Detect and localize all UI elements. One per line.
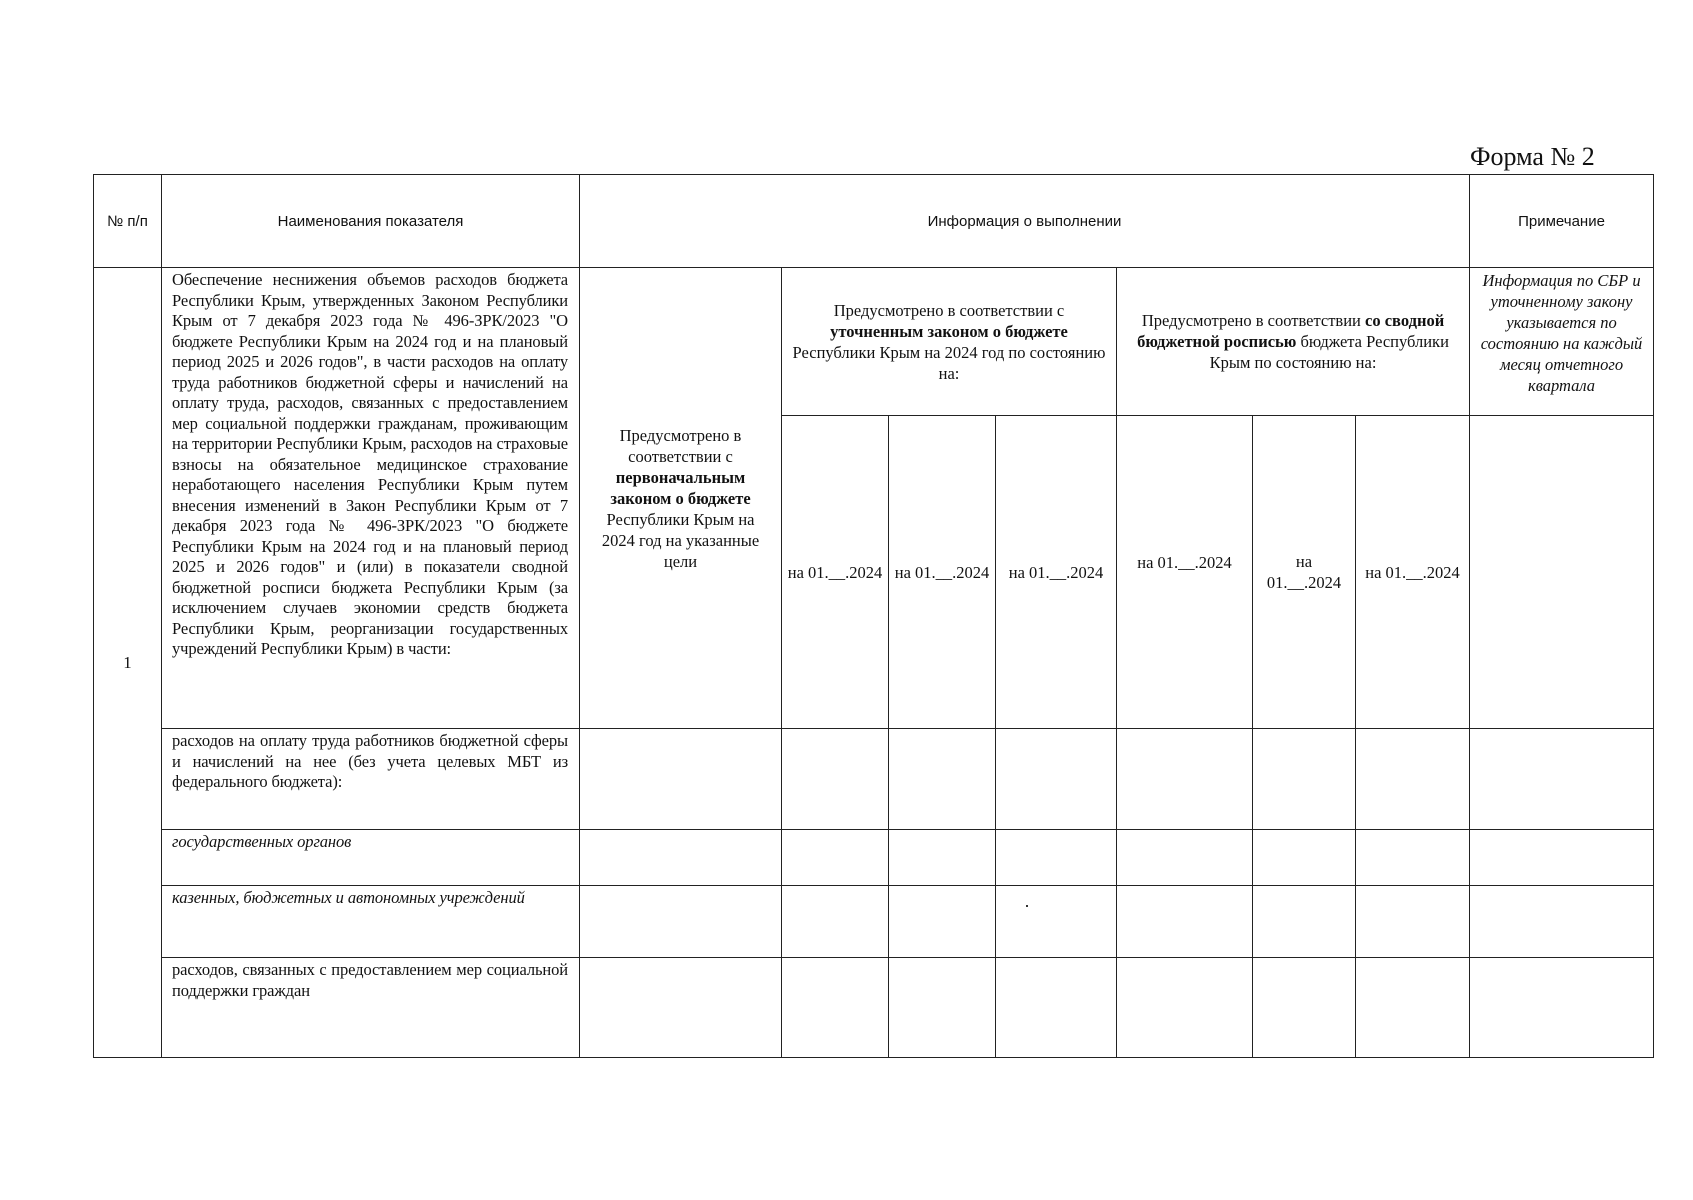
empty-cell [1117, 729, 1253, 830]
indicator-main: Обеспечение неснижения объемов расходов бюджета Республики Крым, утвержденных Законом Республики Крым от 7 декабря 2023 года № 496-ЗРК/2023 "О бюджете Республики Крым на 2024 год и на плановый период 2025 и 2026 годов", в части расходов на оплату труда работников бюджетной сферы и начислений на оплату труда, расходов, связанных с предоставлением мер социальной поддержки гражданам, проживающим на территории Республики Крым, расходов на страховые взносы на обязательное медицинское страхование неработающего населения Республики Крым путем внесения изменений в Закон Республики Крым от 7 декабря 2023 года № 496-ЗРК/2023 "О бюджете Республики Крым на 2024 год и на плановый период 2025 и 2026 годов" и (или) в показатели сводной бюджетной росписи бюджета Республики Крым (за исключением случаев экономии средств бюджета Республики Крым, реорганизации государственных учреждений Республики Крым) в части: [162, 268, 580, 729]
original-law-cell [580, 268, 782, 729]
empty-cell [1253, 958, 1356, 1058]
original-law-post: Республики Крым на 2024 год на указанные цели [601, 509, 760, 571]
table-row [94, 729, 1654, 830]
consolidated-pre: Предусмотрено в соответствии [1141, 311, 1361, 330]
empty-cell [996, 729, 1117, 830]
amended-law-post: Республики Крым на 2024 год по состоянию на: [792, 342, 1106, 383]
empty-cell [1470, 958, 1654, 1058]
consolidated-header [1117, 268, 1470, 416]
empty-cell [580, 729, 782, 830]
header-row [94, 175, 1654, 268]
empty-cell [996, 886, 1117, 958]
empty-cell [1117, 886, 1253, 958]
empty-note-cell [1470, 416, 1654, 729]
table-row [94, 886, 1654, 958]
header-indicator: Наименования показателя [162, 175, 580, 268]
empty-cell [580, 886, 782, 958]
empty-cell [1356, 958, 1470, 1058]
empty-cell [889, 958, 996, 1058]
header-info: Информация о выполнении [580, 175, 1470, 268]
empty-cell [1253, 830, 1356, 886]
header-note: Примечание [1470, 175, 1654, 268]
note-cell: Информация по СБР и уточненному закону указывается по состоянию на каждый месяц отчетного квартала [1470, 268, 1654, 416]
row-number: 1 [94, 268, 162, 1058]
empty-cell [782, 830, 889, 886]
table-row [94, 830, 1654, 886]
empty-cell [1470, 830, 1654, 886]
date-amended-1: на 01.__.2024 [782, 416, 889, 729]
empty-cell [889, 729, 996, 830]
consolidated-bold: со сводной бюджетной росписью [1137, 311, 1445, 351]
empty-cell [996, 830, 1117, 886]
date-amended-2: на 01.__.2024 [889, 416, 996, 729]
date-amended-3: на 01.__.2024 [996, 416, 1117, 729]
empty-cell [1253, 729, 1356, 830]
empty-cell [580, 830, 782, 886]
empty-cell [782, 886, 889, 958]
consolidated-post: бюджета Республики Крым по состоянию на: [1209, 332, 1449, 372]
scan-dot [1026, 905, 1028, 907]
table-row [94, 958, 1654, 1058]
empty-cell [1470, 729, 1654, 830]
empty-cell [782, 958, 889, 1058]
empty-cell [1117, 830, 1253, 886]
form-number-label: Форма № 2 [1470, 142, 1595, 171]
empty-cell [889, 830, 996, 886]
header-num: № п/п [94, 175, 162, 268]
amended-law-bold: уточненным законом о бюджете [830, 321, 1068, 341]
report-table [93, 174, 1654, 1058]
empty-cell [1356, 729, 1470, 830]
empty-cell [996, 958, 1117, 1058]
empty-cell [1253, 886, 1356, 958]
group-header-row [94, 268, 1654, 416]
empty-cell [1470, 886, 1654, 958]
empty-cell [1356, 886, 1470, 958]
empty-cell [1356, 830, 1470, 886]
empty-cell [782, 729, 889, 830]
original-law-pre: Предусмотрено в соответствии с [619, 425, 742, 466]
sub-row-label: государственных органов [162, 830, 580, 886]
empty-cell [889, 886, 996, 958]
sub-row-label: расходов на оплату труда работников бюджетной сферы и начислений на нее (без учета целевых МБТ из федерального бюджета): [162, 729, 580, 830]
original-law-bold: первоначальным законом о бюджете [610, 467, 751, 508]
date-consolidated-2: на 01.__.2024 [1253, 416, 1356, 729]
sub-row-label: казенных, бюджетных и автономных учреждений [162, 886, 580, 958]
amended-law-header [782, 268, 1117, 416]
date-consolidated-1: на 01.__.2024 [1117, 416, 1253, 729]
date-consolidated-3: на 01.__.2024 [1356, 416, 1470, 729]
amended-law-pre: Предусмотрено в соответствии с [833, 300, 1065, 320]
empty-cell [1117, 958, 1253, 1058]
empty-cell [580, 958, 782, 1058]
sub-row-label: расходов, связанных с предоставлением мер социальной поддержки граждан [162, 958, 580, 1058]
